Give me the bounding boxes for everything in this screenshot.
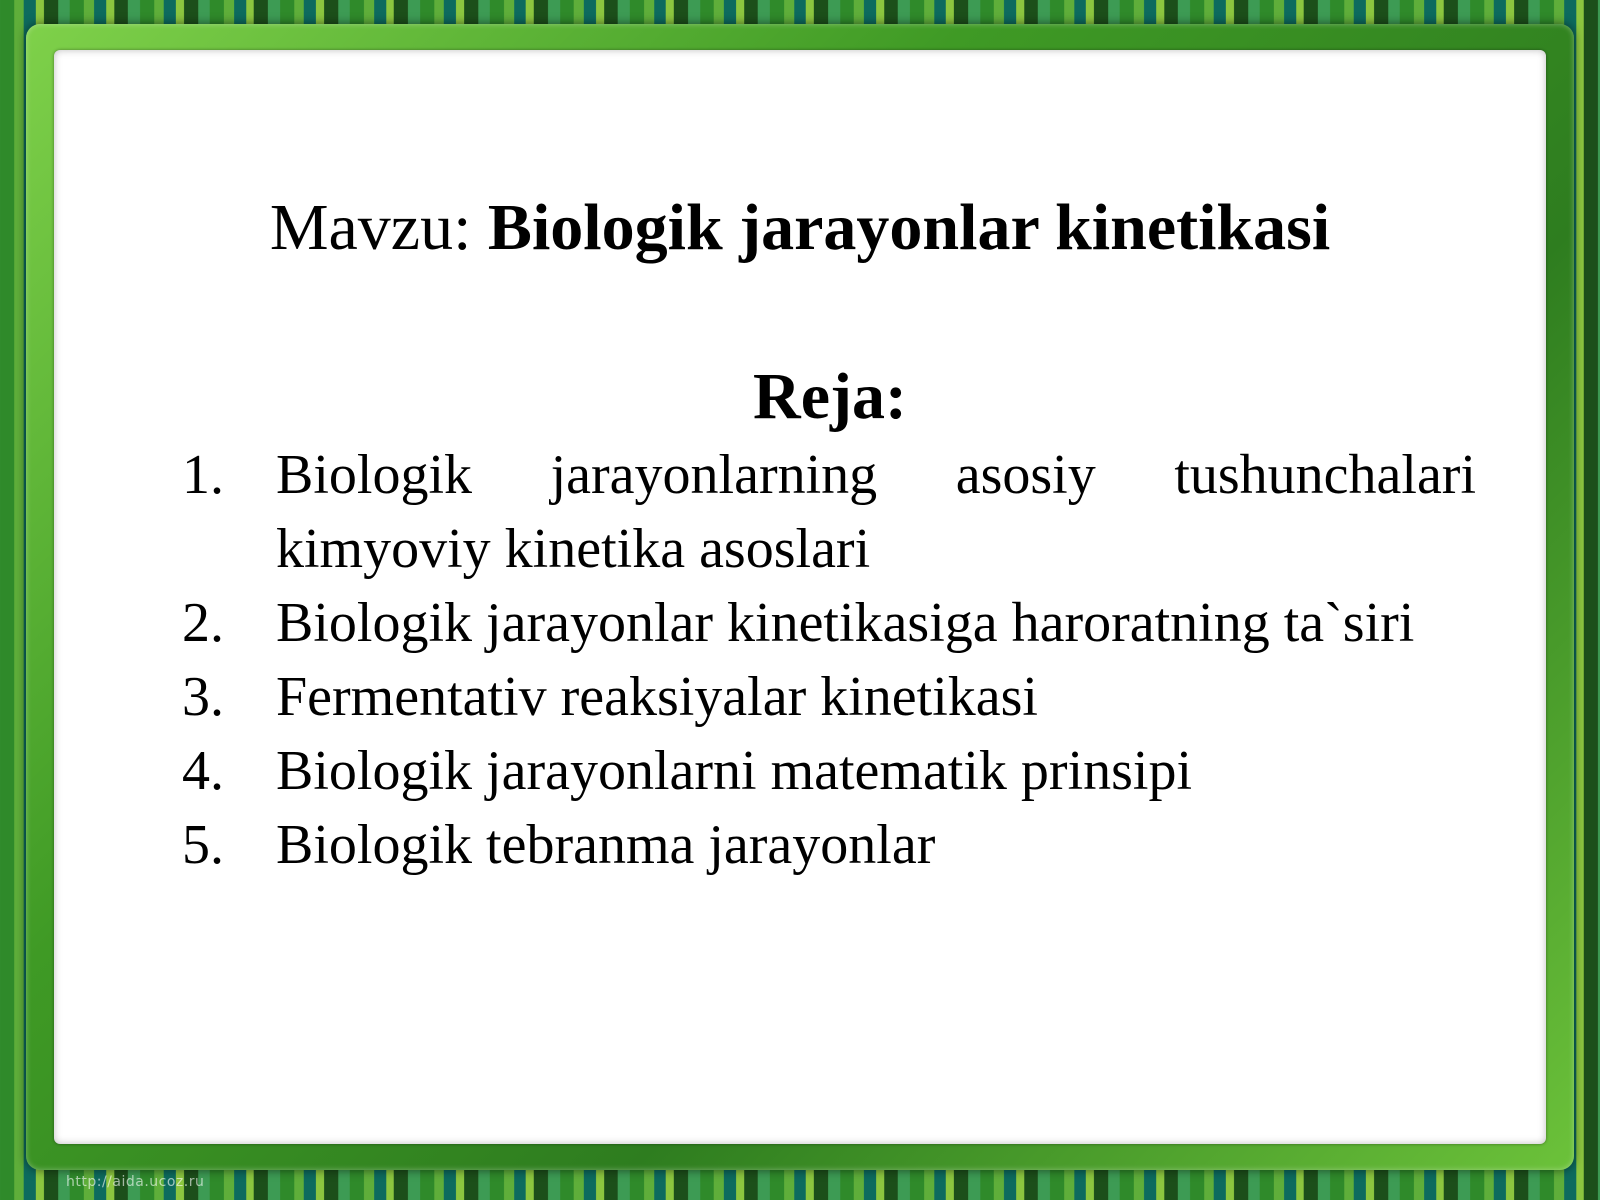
list-item-text: Biologik tebranma jarayonlar — [276, 814, 936, 876]
list-item-number: 3. — [182, 666, 224, 728]
list-item-text: Fermentativ reaksiyalar kinetikasi — [276, 666, 1038, 728]
list-item — [182, 586, 1476, 660]
list-item — [182, 808, 1476, 882]
list-item-text: Biologik jarayonlar kinetikasiga haroratning ta`siri — [276, 592, 1415, 654]
plan-heading: Reja: — [753, 360, 907, 433]
title-prefix: Mavzu: — [269, 191, 488, 264]
list-item-number: 1. — [182, 444, 224, 506]
list-item-number: 2. — [182, 592, 224, 654]
list-item — [182, 660, 1476, 734]
watermark-url: http://aida.ucoz.ru — [66, 1174, 205, 1190]
list-item-number: 5. — [182, 814, 224, 876]
title-topic: Biologik jarayonlar kinetikasi — [487, 191, 1331, 264]
list-item — [182, 734, 1476, 808]
list-item-number: 4. — [182, 740, 224, 802]
list-item-text: Biologik jarayonlarning asosiy tushunchalari kimyoviy kinetika asoslari — [276, 444, 1476, 580]
slide-title — [0, 188, 1600, 268]
plan-list — [182, 438, 1476, 882]
list-item-text: Biologik jarayonlarni matematik prinsipi — [276, 740, 1193, 802]
list-item — [182, 438, 1476, 586]
